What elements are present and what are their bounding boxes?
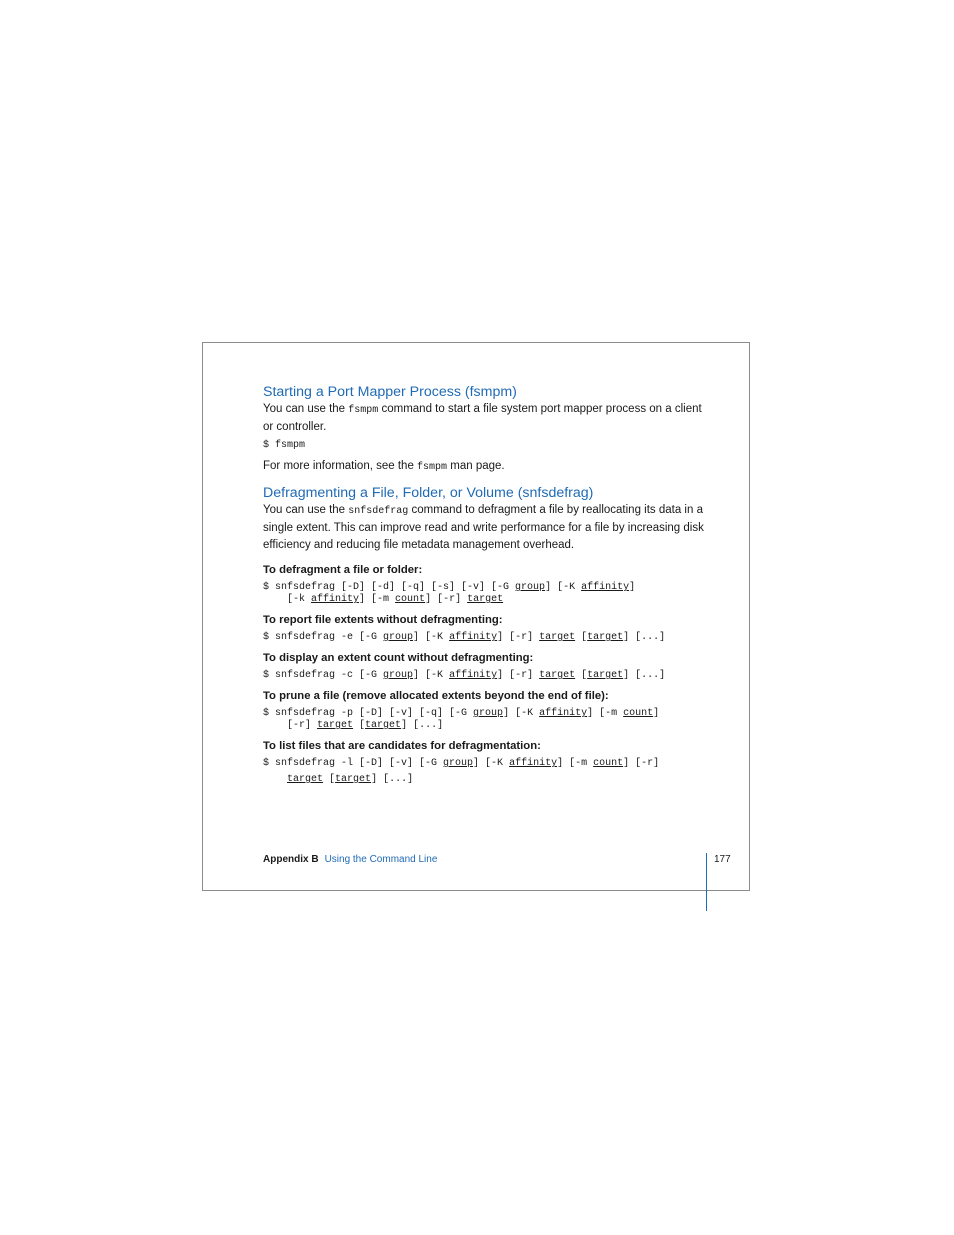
command-text: ] [-K	[503, 708, 540, 719]
command-line	[263, 582, 708, 594]
placeholder-arg: target	[539, 632, 576, 643]
placeholder-arg: count	[623, 708, 654, 719]
command-text: [	[575, 632, 588, 643]
command-line	[263, 670, 708, 682]
command-line-continuation	[263, 594, 708, 606]
section-heading-snfsdefrag: Defragmenting a File, Folder, or Volume (snfsdefrag)	[263, 485, 594, 501]
text-run: For more information, see the	[263, 460, 418, 472]
command-text	[263, 774, 287, 785]
placeholder-arg: target	[365, 720, 402, 731]
command-text: ] [-m	[587, 708, 624, 719]
command-text: [	[353, 720, 366, 731]
placeholder-arg: target	[539, 670, 576, 681]
placeholder-arg: target	[467, 594, 504, 605]
command-text: ] [...]	[371, 774, 414, 785]
command-text: ] [-r]	[623, 758, 660, 769]
command-text: $ snfsdefrag -p [-D] [-v] [-q] [-G	[263, 708, 474, 719]
inline-code-fsmpm: fsmpm	[417, 462, 448, 473]
task-list	[263, 562, 708, 792]
command-text: $ snfsdefrag -c [-G	[263, 670, 384, 681]
command-text: ] [-m	[359, 594, 396, 605]
command-text: $ snfsdefrag [-D] [-d] [-q] [-s] [-v] [-G	[263, 582, 516, 593]
command-text: ] [...]	[623, 632, 666, 643]
text-run: command to defragment a file by reallocating its data in a single extent. This can improve read and write performance for a file by increasing disk efficiency and reducing file metadata management overhead.	[263, 504, 704, 551]
placeholder-arg: target	[587, 670, 624, 681]
command-text: [	[323, 774, 336, 785]
command-text: ] [-K	[545, 582, 582, 593]
text-run: man page.	[447, 460, 505, 472]
inline-code-fsmpm: fsmpm	[348, 405, 379, 416]
command-text: ] [-m	[557, 758, 594, 769]
placeholder-arg: affinity	[509, 758, 558, 769]
command-line-continuation	[263, 720, 708, 732]
placeholder-arg: group	[383, 670, 414, 681]
placeholder-arg: count	[395, 594, 426, 605]
text-run: You can use the	[263, 504, 349, 516]
command-line	[263, 708, 708, 720]
command-text: [	[575, 670, 588, 681]
placeholder-arg: target	[287, 774, 324, 785]
text-run: command to start a file system port mapper process on a client or controller.	[263, 403, 702, 433]
placeholder-arg: target	[335, 774, 372, 785]
placeholder-arg: affinity	[311, 594, 360, 605]
fsmpm-intro-paragraph	[263, 401, 708, 436]
placeholder-arg: affinity	[449, 632, 498, 643]
placeholder-arg: affinity	[539, 708, 588, 719]
placeholder-arg: affinity	[449, 670, 498, 681]
command-text: $ snfsdefrag -l [-D] [-v] [-G	[263, 758, 444, 769]
command-text: ]	[629, 582, 636, 593]
placeholder-arg: target	[587, 632, 624, 643]
placeholder-arg: group	[515, 582, 546, 593]
command-text: ]	[653, 708, 660, 719]
page-number: 177	[714, 854, 731, 865]
command-text: ] [-K	[473, 758, 510, 769]
command-line-continuation	[263, 774, 708, 786]
footer-chapter-title: Using the Command Line	[324, 854, 438, 865]
placeholder-arg: group	[473, 708, 504, 719]
snfsdefrag-intro-paragraph	[263, 502, 708, 554]
section-heading-fsmpm: Starting a Port Mapper Process (fsmpm)	[263, 384, 517, 400]
footer-chapter	[263, 853, 437, 867]
command-text: $ snfsdefrag -e [-G	[263, 632, 384, 643]
command-text: [-r]	[263, 720, 318, 731]
task-label: To defragment a file or folder:	[263, 564, 423, 576]
page-content	[263, 383, 708, 792]
command-text: ] [...]	[623, 670, 666, 681]
footer-divider	[706, 853, 707, 911]
text-run: You can use the	[263, 403, 349, 415]
footer-appendix-label: Appendix B	[263, 854, 319, 865]
inline-code-snfsdefrag: snfsdefrag	[348, 506, 409, 517]
command-text: ] [-r]	[425, 594, 468, 605]
command-line	[263, 758, 708, 770]
command-text: ] [-r]	[497, 670, 540, 681]
command-fsmpm: $ fsmpm	[263, 440, 306, 451]
fsmpm-more-info-paragraph	[263, 458, 708, 476]
command-text: ] [-K	[413, 670, 450, 681]
placeholder-arg: affinity	[581, 582, 630, 593]
task-label: To display an extent count without defragmenting:	[263, 652, 534, 664]
command-text: ] [-K	[413, 632, 450, 643]
command-text: ] [...]	[401, 720, 444, 731]
task-label: To report file extents without defragmenting:	[263, 614, 503, 626]
placeholder-arg: group	[383, 632, 414, 643]
command-line	[263, 632, 708, 644]
task-label: To list files that are candidates for defragmentation:	[263, 740, 541, 752]
placeholder-arg: target	[317, 720, 354, 731]
placeholder-arg: group	[443, 758, 474, 769]
task-label: To prune a file (remove allocated extents beyond the end of file):	[263, 690, 609, 702]
command-text: [-k	[263, 594, 312, 605]
command-text: ] [-r]	[497, 632, 540, 643]
placeholder-arg: count	[593, 758, 624, 769]
